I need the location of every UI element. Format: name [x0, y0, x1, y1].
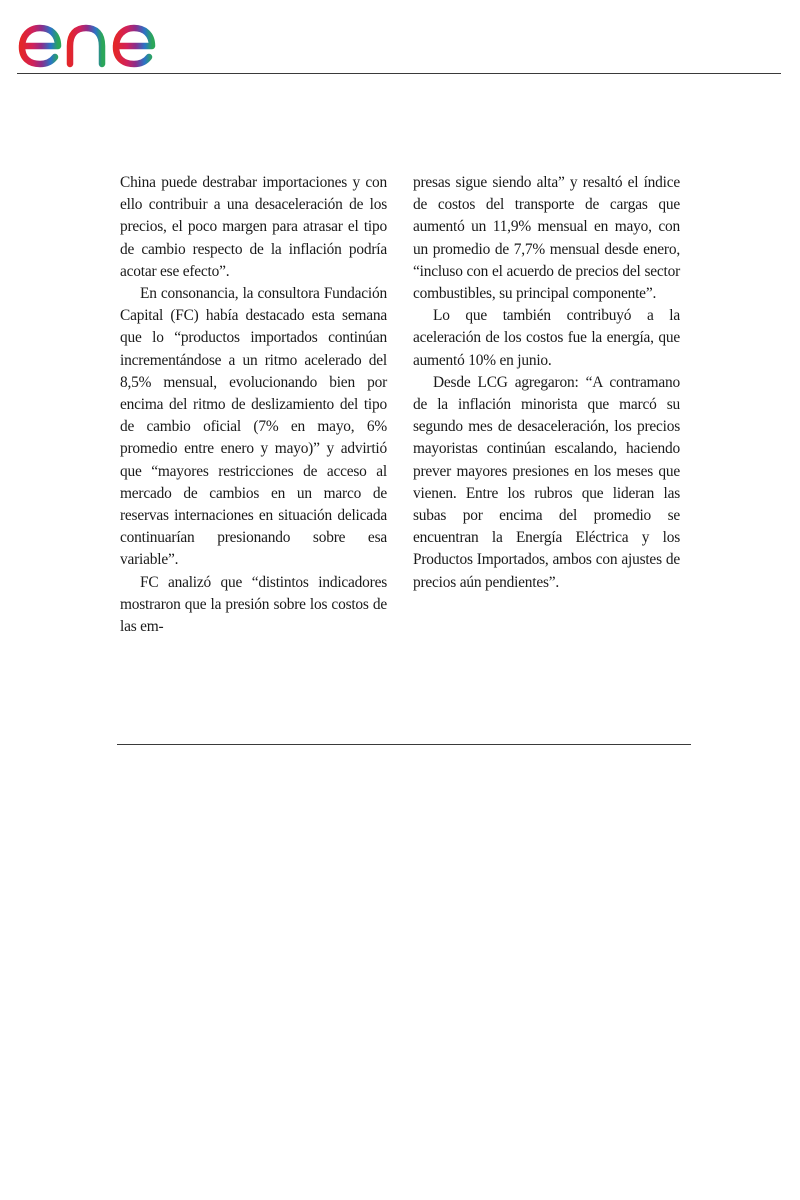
- article-body: [120, 172, 680, 638]
- paragraph: Lo que también contribuyó a la aceleración de los costos fue la energía, que aumentó 10% en junio.: [413, 307, 680, 369]
- paragraph: Desde LCG agregaron: “A contramano de la inflación minorista que marcó su segundo mes de desaceleración, los precios mayoristas continúan escalando, haciendo prever mayores presiones en los meses que vienen. Entre los rubros que lideran las subas por encima del promedio se encuentran la Energía Eléctrica y los Productos Importados, ambos con ajustes de precios aún pendientes”.: [413, 373, 680, 591]
- header-divider: [17, 73, 781, 74]
- article-column-right: [413, 172, 680, 638]
- paragraph: China puede destrabar importaciones y con ello contribuir a una desaceleración de los precios, el poco margen para atrasar el tipo de cambio respecto de la inflación podría acotar ese efecto”.: [120, 174, 387, 280]
- paragraph: presas sigue siendo alta” y resaltó el índice de costos del transporte de cargas que aumentó un 11,9% mensual en mayo, con un promedio de 7,7% mensual desde enero, “incluso con el acuerdo de precios del sector combustibles, su principal componente”.: [413, 174, 680, 303]
- paragraph: FC analizó que “distintos indicadores mostraron que la presión sobre los costos de las em-: [120, 573, 387, 636]
- article-bottom-divider: [117, 744, 691, 745]
- article-column-left: [120, 172, 387, 638]
- enel-logo: [16, 4, 182, 70]
- paragraph: En consonancia, la consultora Fundación Capital (FC) había destacado esta semana que lo “productos importados continúan incrementándose a un ritmo acelerado del 8,5% mensual, evolucionando bien por encima del ritmo de deslizamiento del tipo de cambio oficial (7% en mayo, 6% promedio entre enero y mayo)” y advirtió que “mayores restricciones de acceso al mercado de cambios en un marco de reservas internaciones en situación delicada continuarían presionando sobre esa variable”.: [120, 285, 387, 569]
